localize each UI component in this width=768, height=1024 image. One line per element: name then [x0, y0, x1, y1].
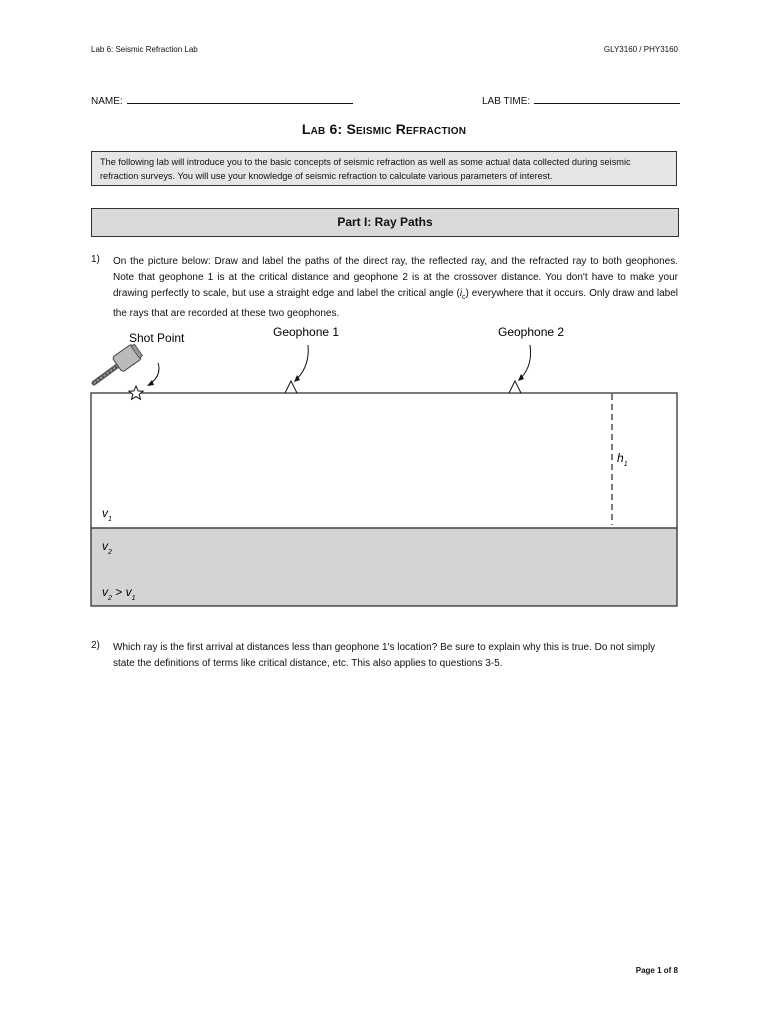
lab-time-blank-line[interactable] [534, 94, 680, 104]
question-2-text: Which ray is the first arrival at distances less than geophone 1's location? Be sure to explain why this is true. Do not simply state the definitions of terms like critical distance, etc. This also applies to questions 3-5. [113, 642, 656, 669]
layer-2 [91, 528, 677, 606]
lab-time-field [482, 94, 680, 107]
geophone-2-triangle-icon [509, 381, 521, 393]
critical-angle-symbol: i [459, 288, 463, 299]
question-1-text [113, 254, 678, 322]
thickness-label [617, 451, 628, 468]
shot-point-star-icon [129, 386, 143, 399]
ray-path-diagram [0, 320, 768, 620]
v1-subscript: 1 [108, 516, 112, 523]
inequality-v2-symbol: v [102, 585, 108, 599]
intro-box: The following lab will introduce you to the basic concepts of seismic refraction as well as some actual data collected during seismic refraction surveys. You will use your knowledge of seismic refraction to calculate various parameters of interest. [91, 151, 677, 186]
part-heading: Part I: Ray Paths [91, 208, 679, 237]
critical-angle-subscript: c [462, 294, 466, 301]
geophone-1-arrow-icon [297, 345, 308, 379]
header-course-lab: Lab 6: Seismic Refraction Lab [91, 45, 198, 54]
lab-time-label: LAB TIME: [482, 96, 531, 107]
v2-symbol: v [102, 539, 108, 553]
geophone-1-label: Geophone 1 [273, 325, 340, 339]
page-number: Page 1 of 8 [635, 966, 678, 975]
shot-point-label: Shot Point [129, 331, 185, 345]
name-field [91, 94, 353, 107]
question-1-text-before: On the picture below: Draw and label the paths of the direct ray, the reflected ray, and the refracted ray to both geophones. Note that geophone 1 is at the critical distance and geophone 2 is at the crossover distance. You don't have to make your drawing perfectly to scale, but use a straight edge and label the critical angle ( [113, 256, 678, 299]
inequality-operator: > [111, 585, 126, 599]
inequality-v2-subscript: 2 [108, 595, 112, 602]
v1-label [102, 506, 112, 523]
v2-subscript: 2 [108, 549, 112, 556]
geophone-2-arrow-icon [521, 345, 531, 378]
question-1-number: 1) [91, 254, 100, 265]
geophone-2-label: Geophone 2 [498, 325, 565, 339]
hammer-icon [94, 343, 144, 383]
question-2-number: 2) [91, 640, 100, 651]
v1-symbol: v [102, 506, 108, 520]
inequality-v1-symbol: v [125, 585, 132, 599]
name-blank-line[interactable] [127, 94, 353, 104]
thickness-symbol: h [617, 451, 624, 465]
thickness-subscript: 1 [623, 461, 628, 468]
question-1-text-after: ) everywhere that it occurs. Only draw and label the rays that are recorded at these two geophones. [113, 288, 678, 319]
page-title: Lab 6: Seismic Refraction [301, 121, 467, 137]
geophone-1-triangle-icon [285, 381, 297, 393]
name-label: NAME: [91, 96, 123, 107]
header-course-code: GLY3160 / PHY3160 [603, 45, 678, 54]
inequality-v1-subscript: 1 [131, 595, 136, 602]
